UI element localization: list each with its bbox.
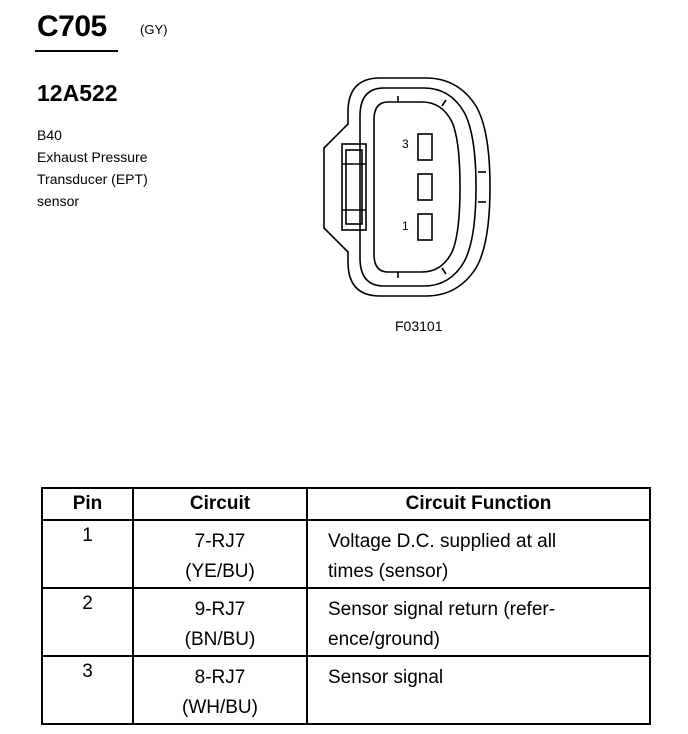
- circuit-number: 7-RJ7: [194, 531, 246, 552]
- function-line: Sensor signal return (refer-: [328, 599, 556, 620]
- function-line: times (sensor): [328, 561, 449, 582]
- circuit-number: 9-RJ7: [194, 599, 246, 620]
- header-circuit: Circuit: [133, 488, 307, 520]
- header-pin: Pin: [42, 488, 133, 520]
- pin-cell: 3: [42, 656, 133, 724]
- component-line: Exhaust Pressure: [37, 149, 148, 165]
- header-circuit-function: Circuit Function: [307, 488, 650, 520]
- table-row: [42, 520, 650, 588]
- connector-outer-shell: [324, 78, 490, 296]
- table-row: [42, 656, 650, 724]
- function-cell: [307, 656, 650, 724]
- function-line: Sensor signal: [328, 667, 444, 688]
- terminal-slot-1: [418, 214, 432, 240]
- pin-cell: 2: [42, 588, 133, 656]
- terminal-slot-2: [418, 174, 432, 200]
- function-line: ence/ground): [328, 629, 440, 650]
- circuit-cell: [133, 656, 307, 724]
- pin-cell: 1: [42, 520, 133, 588]
- connector-id: C705: [37, 10, 107, 43]
- component-line: Transducer (EPT): [37, 171, 148, 187]
- terminal-slot-3: [418, 134, 432, 160]
- pin-housing: [374, 102, 460, 272]
- connector-color: (GY): [140, 22, 168, 37]
- function-cell: [307, 588, 650, 656]
- wire-color: (BN/BU): [184, 629, 256, 650]
- connector-id-underline: [35, 50, 118, 52]
- component-line: sensor: [37, 193, 80, 209]
- pinout-table: [41, 487, 651, 725]
- function-cell: [307, 520, 650, 588]
- wire-color: (WH/BU): [182, 697, 258, 718]
- pin-label-1: 1: [402, 219, 409, 233]
- circuit-number: 8-RJ7: [194, 667, 246, 688]
- wire-color: (YE/BU): [185, 561, 255, 582]
- component-line: B40: [37, 127, 62, 143]
- table-row: [42, 588, 650, 656]
- component-description: [37, 124, 148, 212]
- pin-label-3: 3: [402, 137, 409, 151]
- circuit-cell: [133, 588, 307, 656]
- figure-id: F03101: [395, 318, 443, 334]
- part-number: 12A522: [37, 80, 118, 106]
- function-line: Voltage D.C. supplied at all: [328, 531, 557, 552]
- connector-diagram: [318, 72, 498, 302]
- circuit-cell: [133, 520, 307, 588]
- table-header-row: [42, 488, 650, 520]
